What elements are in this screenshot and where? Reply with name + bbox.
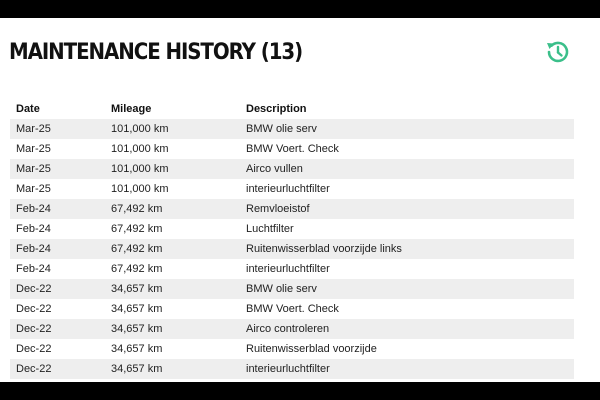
- date-cell: Feb-24: [10, 219, 105, 239]
- date-cell: Feb-24: [10, 199, 105, 219]
- description-cell: interieurluchtfilter: [240, 259, 574, 279]
- mileage-cell: 67,492 km: [105, 239, 240, 259]
- description-cell: Airco vullen: [240, 159, 574, 179]
- page-title: MAINTENANCE HISTORY (13): [9, 40, 303, 65]
- mileage-cell: 101,000 km: [105, 159, 240, 179]
- mileage-cell: 34,657 km: [105, 319, 240, 339]
- table-row: [10, 119, 574, 139]
- mileage-cell: 101,000 km: [105, 119, 240, 139]
- date-cell: Dec-22: [10, 299, 105, 319]
- mileage-cell: 67,492 km: [105, 219, 240, 239]
- mileage-cell: 34,657 km: [105, 299, 240, 319]
- date-cell: Feb-24: [10, 259, 105, 279]
- description-cell: Ruitenwisserblad voorzijde links: [240, 239, 574, 259]
- date-cell: Feb-24: [10, 239, 105, 259]
- description-cell: interieurluchtfilter: [240, 179, 574, 199]
- description-cell: BMW Voert. Check: [240, 299, 574, 319]
- description-cell: Airco controleren: [240, 319, 574, 339]
- table-row: [10, 339, 574, 359]
- table-row: [10, 199, 574, 219]
- date-cell: Mar-25: [10, 159, 105, 179]
- mileage-cell: 101,000 km: [105, 179, 240, 199]
- description-cell: Remvloeistof: [240, 199, 574, 219]
- table-row: [10, 139, 574, 159]
- table-row: [10, 299, 574, 319]
- date-cell: Mar-25: [10, 179, 105, 199]
- table-row: [10, 179, 574, 199]
- date-cell: Mar-25: [10, 119, 105, 139]
- maintenance-history-panel: [0, 18, 600, 382]
- table-row: [10, 279, 574, 299]
- description-cell: BMW olie serv: [240, 119, 574, 139]
- date-cell: Dec-22: [10, 319, 105, 339]
- date-cell: Dec-22: [10, 359, 105, 379]
- column-header-description: Description: [246, 103, 307, 115]
- table-header-row: [10, 99, 574, 119]
- date-cell: Dec-22: [10, 279, 105, 299]
- description-cell: BMW olie serv: [240, 279, 574, 299]
- description-cell: BMW Voert. Check: [240, 139, 574, 159]
- table-row: [10, 219, 574, 239]
- description-cell: interieurluchtfilter: [240, 359, 574, 379]
- table-row: [10, 359, 574, 379]
- table-row: [10, 319, 574, 339]
- mileage-cell: 101,000 km: [105, 139, 240, 159]
- date-cell: Dec-22: [10, 339, 105, 359]
- column-header-mileage: Mileage: [111, 103, 152, 115]
- mileage-cell: 34,657 km: [105, 279, 240, 299]
- description-cell: Ruitenwisserblad voorzijde: [240, 339, 574, 359]
- mileage-cell: 34,657 km: [105, 359, 240, 379]
- maintenance-table: [10, 99, 574, 379]
- history-icon[interactable]: [543, 37, 573, 67]
- date-cell: Mar-25: [10, 139, 105, 159]
- table-row: [10, 259, 574, 279]
- description-cell: Luchtfilter: [240, 219, 574, 239]
- mileage-cell: 34,657 km: [105, 339, 240, 359]
- mileage-cell: 67,492 km: [105, 259, 240, 279]
- mileage-cell: 67,492 km: [105, 199, 240, 219]
- column-header-date: Date: [16, 103, 40, 115]
- table-row: [10, 159, 574, 179]
- table-row: [10, 239, 574, 259]
